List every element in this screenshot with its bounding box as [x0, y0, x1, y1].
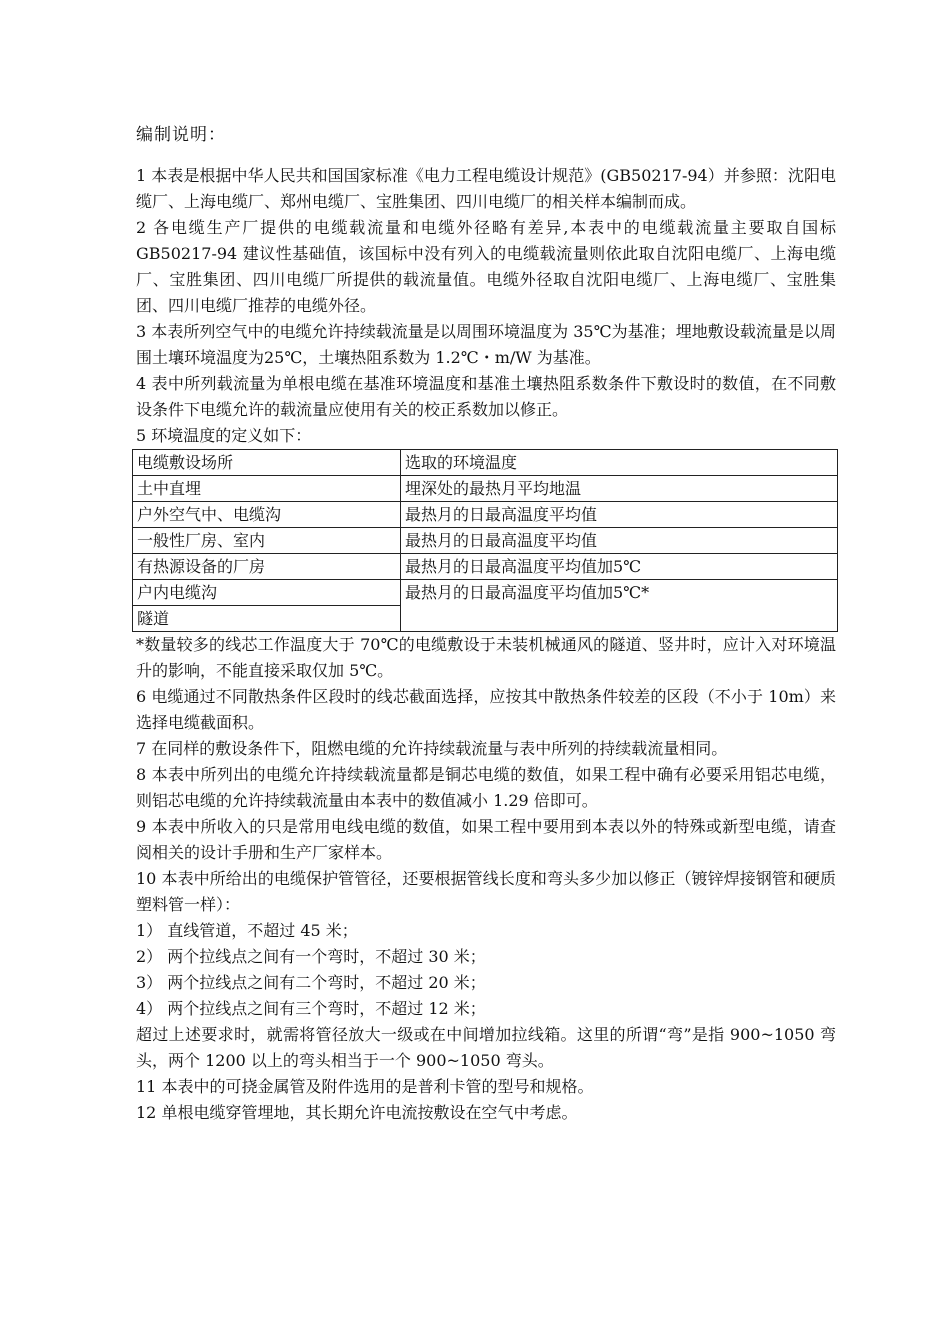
list-item: 2） 两个拉线点之间有一个弯时，不超过 30 米；: [136, 947, 486, 966]
table-cell: 隧道: [133, 606, 401, 632]
table-footnote: *数量较多的线芯工作温度大于 70℃的电缆敷设于未装机械通风的隧道、竖井时，应计入对环境温升的影响，不能直接采取仅加 5℃。: [136, 635, 836, 680]
document-body: [136, 163, 836, 1126]
ambient-temperature-table: [132, 449, 838, 632]
paragraph-1: 1 本表是根据中华人民共和国国家标准《电力工程电缆设计规范》(GB50217-94）并参照：沈阳电缆厂、上海电缆厂、郑州电缆厂、宝胜集团、四川电缆厂的相关样本编制而成。: [136, 166, 836, 211]
paragraph-4: 4 表中所列载流量为单根电缆在基准环境温度和基准土壤热阻系数条件下敷设时的数值，在不同敷设条件下电缆允许的载流量应使用有关的校正系数加以修正。: [136, 374, 836, 419]
table-header-row: [133, 450, 838, 476]
table-row: [133, 554, 838, 580]
paragraph-7: 7 在同样的敷设条件下，阻燃电缆的允许持续载流量与表中所列的持续载流量相同。: [136, 739, 728, 758]
paragraph-10: 10 本表中所给出的电缆保护管管径，还要根据管线长度和弯头多少加以修正（镀锌焊接钢管和硬质塑料管一样）：: [136, 869, 836, 914]
table-cell: 土中直埋: [133, 476, 401, 502]
table-cell: 最热月的日最高温度平均值: [401, 528, 838, 554]
list-item: 3） 两个拉线点之间有二个弯时，不超过 20 米；: [136, 973, 486, 992]
paragraph-9: 9 本表中所收入的只是常用电线电缆的数值，如果工程中要用到本表以外的特殊或新型电缆，请查阅相关的设计手册和生产厂家样本。: [136, 817, 836, 862]
list-item: 1） 直线管道，不超过 45 米；: [136, 921, 358, 940]
paragraph-11: 11 本表中的可挠金属管及附件选用的是普利卡管的型号和规格。: [136, 1077, 594, 1096]
paragraph-12: 12 单根电缆穿管埋地，其长期允许电流按敷设在空气中考虑。: [136, 1103, 578, 1122]
paragraph-10-note: 超过上述要求时，就需将管径放大一级或在中间增加拉线箱。这里的所谓“弯”是指 900~1050 弯头，两个 1200 以上的弯头相当于一个 900~1050 弯头。: [136, 1025, 836, 1070]
paragraph-2: 2 各电缆生产厂提供的电缆载流量和电缆外径略有差异,本表中的电缆载流量主要取自国标 GB50217-94 建议性基础值，该国标中没有列入的电缆载流量则依此取自沈阳电缆厂、上海电缆厂、宝胜集团、四川电缆厂所提供的载流量值。电缆外径取自沈阳电缆厂、上海电缆厂、宝胜集团、四川电缆厂推荐的电缆外径。: [136, 218, 836, 315]
table-cell: 最热月的日最高温度平均值: [401, 502, 838, 528]
table-cell: 户内电缆沟: [133, 580, 401, 606]
table-row: [133, 528, 838, 554]
table-header-cell: 选取的环境温度: [401, 450, 838, 476]
paragraph-6: 6 电缆通过不同散热条件区段时的线芯截面选择，应按其中散热条件较差的区段（不小于 10m）来选择电缆截面积。: [136, 687, 836, 732]
document-heading: 编制说明：: [136, 125, 226, 145]
table-merged-cell: 最热月的日最高温度平均值加5℃*: [401, 580, 838, 632]
paragraph-8: 8 本表中所列出的电缆允许持续载流量都是铜芯电缆的数值，如果工程中确有必要采用铝芯电缆，则铝芯电缆的允许持续载流量由本表中的数值减小 1.29 倍即可。: [136, 765, 836, 810]
table-cell: 埋深处的最热月平均地温: [401, 476, 838, 502]
table-cell: 户外空气中、电缆沟: [133, 502, 401, 528]
table-row: [133, 502, 838, 528]
paragraph-3: 3 本表所列空气中的电缆允许持续载流量是以周围环境温度为 35℃为基准；埋地敷设载流量是以周围土壤环境温度为25℃，土壤热阻系数为 1.2℃・m/W 为基准。: [136, 322, 836, 367]
table-row: [133, 580, 838, 606]
table-row: [133, 476, 838, 502]
table-cell: 最热月的日最高温度平均值加5℃: [401, 554, 838, 580]
table-header-cell: 电缆敷设场所: [133, 450, 401, 476]
paragraph-5: 5 环境温度的定义如下：: [136, 426, 312, 445]
table-cell: 一般性厂房、室内: [133, 528, 401, 554]
list-item: 4） 两个拉线点之间有三个弯时，不超过 12 米；: [136, 999, 486, 1018]
table-cell: 有热源设备的厂房: [133, 554, 401, 580]
